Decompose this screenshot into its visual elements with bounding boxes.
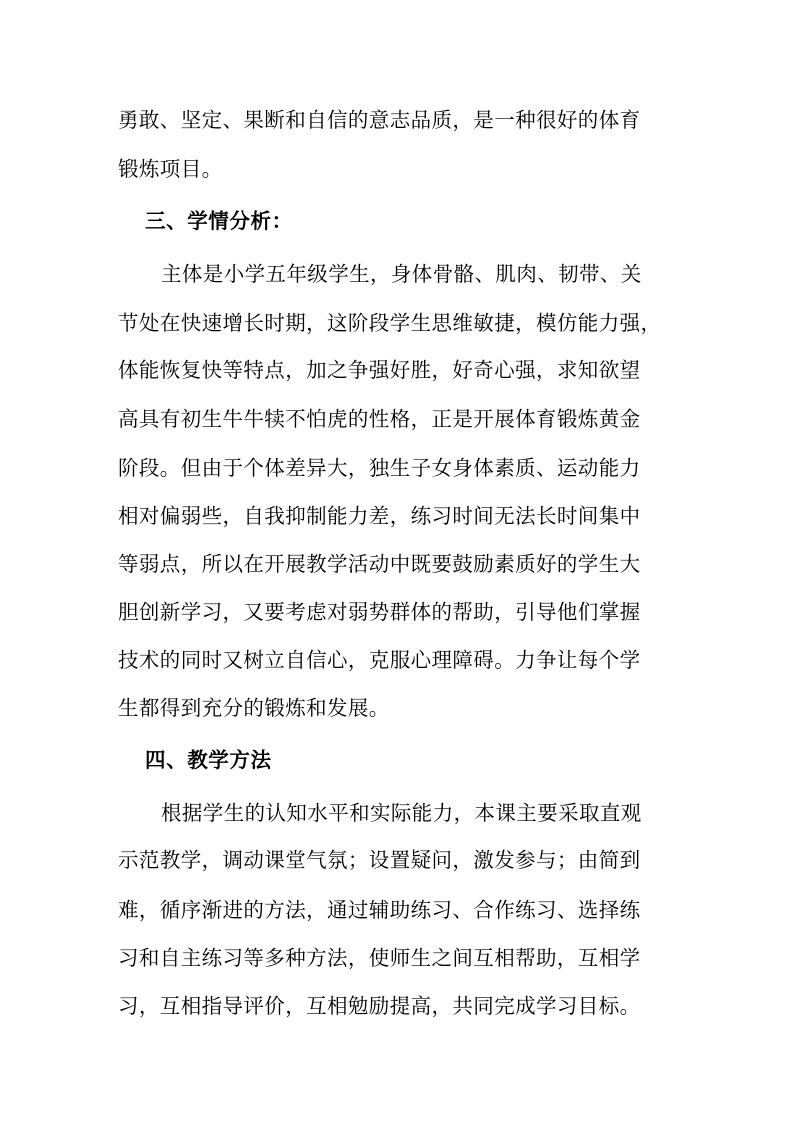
paragraph-line: 相对偏弱些，自我抑制能力差，练习时间无法长时间集中 [118, 504, 641, 528]
paragraph-line: 难，循序渐进的方法，通过辅助练习、合作练习、选择练 [118, 898, 641, 922]
paragraph-line: 高具有初生牛牛犊不怕虎的性格，正是开展体育锻炼黄金 [118, 407, 641, 431]
paragraph-line: 节处在快速增长时期，这阶段学生思维敏捷，模仿能力强， [118, 311, 662, 335]
paragraph-line: 锻炼项目。 [118, 157, 223, 181]
paragraph-line: 习和自主练习等多种方法，使师生之间互相帮助，互相学 [118, 946, 641, 970]
paragraph-line: 技术的同时又树立自信心，克服心理障碍。力争让每个学 [118, 648, 641, 672]
paragraph-line: 勇敢、坚定、果断和自信的意志品质，是一种很好的体育 [118, 108, 641, 132]
paragraph-line: 体能恢复快等特点，加之争强好胜，好奇心强，求知欲望 [118, 358, 641, 382]
paragraph-line: 阶段。但由于个体差异大，独生子女身体素质、运动能力 [118, 456, 641, 480]
paragraph-line: 示范教学，调动课堂气氛；设置疑问，激发参与；由简到 [118, 848, 641, 872]
paragraph-line: 生都得到充分的锻炼和发展。 [118, 696, 390, 720]
paragraph-line: 主体是小学五年级学生，身体骨骼、肌肉、韧带、关 [161, 262, 642, 286]
paragraph-line: 等弱点，所以在开展教学活动中既要鼓励素质好的学生大 [118, 552, 641, 576]
section-heading-teaching-methods: 四、教学方法 [145, 748, 272, 772]
paragraph-line: 根据学生的认知水平和实际能力，本课主要采取直观 [161, 801, 642, 825]
paragraph-line: 胆创新学习，又要考虑对弱势群体的帮助，引导他们掌握 [118, 600, 641, 624]
section-heading-learning-analysis: 三、学情分析： [145, 209, 293, 233]
paragraph-line: 习，互相指导评价，互相勉励提高，共同完成学习目标。 [118, 994, 641, 1018]
